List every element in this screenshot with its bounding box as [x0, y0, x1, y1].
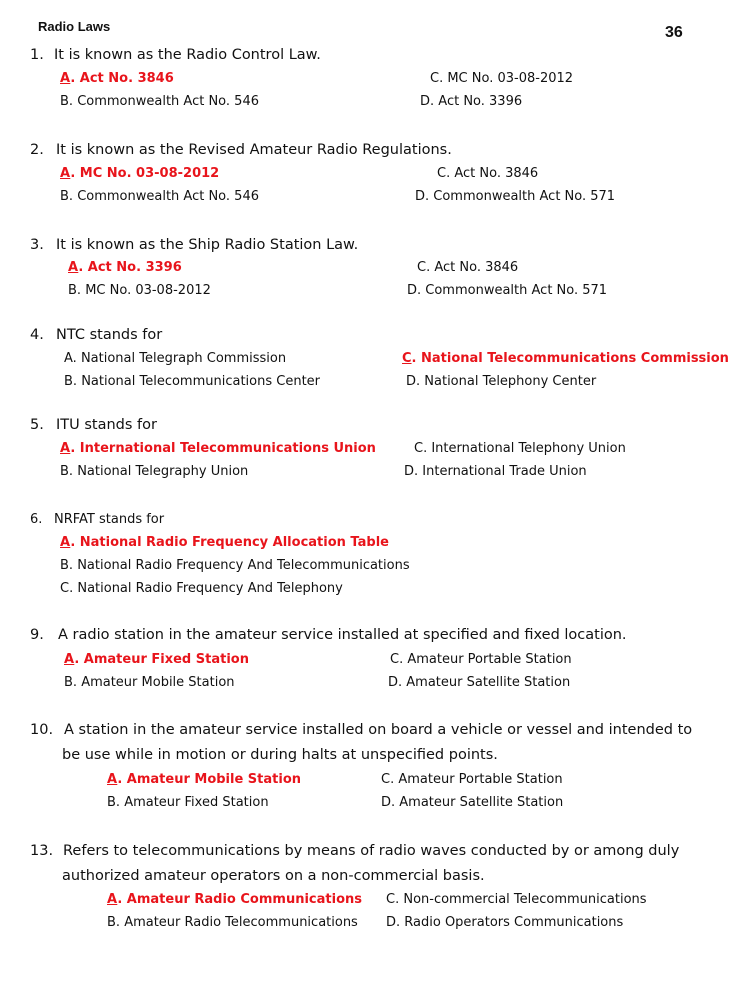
question-number: 1.: [30, 47, 44, 63]
option-b: B. National Telegraphy Union: [60, 464, 249, 479]
answer-option-a: A. Act No. 3846: [60, 71, 174, 86]
option-b: B. National Radio Frequency And Telecommunications: [60, 558, 410, 573]
question-text: NTC stands for: [56, 327, 163, 343]
option-c: C. Act No. 3846: [417, 260, 519, 275]
option-d: D. International Trade Union: [404, 464, 587, 479]
option-d: D. Radio Operators Communications: [386, 915, 624, 930]
answer-option-a: A. International Telecommunications Union: [60, 441, 376, 456]
question-number: 10.: [30, 722, 54, 738]
option-a: A. National Telegraph Commission: [64, 351, 287, 366]
option-c: C. Amateur Portable Station: [381, 772, 563, 787]
question-number: 4.: [30, 327, 44, 343]
option-b: B. National Telecommunications Center: [64, 374, 321, 389]
question-number: 13.: [30, 843, 54, 859]
question-number: 2.: [30, 142, 44, 158]
page-number: 36: [665, 24, 683, 41]
option-d: D. Amateur Satellite Station: [388, 675, 571, 690]
answer-option-c: C. National Telecommunications Commission: [402, 351, 729, 366]
question-number: 3.: [30, 237, 44, 253]
question-text: ITU stands for: [56, 417, 157, 433]
answer-option-a: A. National Radio Frequency Allocation Table: [60, 535, 389, 550]
question-text: A station in the amateur service installed on board a vehicle or vessel and intended to: [64, 722, 693, 738]
question-text-line2: be use while in motion or during halts at unspecified points.: [62, 747, 498, 763]
option-d: D. Commonwealth Act No. 571: [407, 283, 608, 298]
question-number: 5.: [30, 417, 44, 433]
option-b: B. Commonwealth Act No. 546: [60, 189, 259, 204]
question-10-continued: [62, 743, 498, 767]
option-b: B. Amateur Fixed Station: [107, 795, 269, 810]
question-text: A radio station in the amateur service installed at specified and fixed location.: [58, 627, 627, 643]
option-c: C. National Radio Frequency And Telephony: [60, 581, 343, 596]
option-b: B. Amateur Radio Telecommunications: [107, 915, 358, 930]
option-c: C. Amateur Portable Station: [390, 652, 572, 667]
question-number: 9.: [30, 627, 44, 643]
answer-option-a: A. Amateur Mobile Station: [107, 772, 302, 787]
option-b: B. MC No. 03-08-2012: [68, 283, 211, 298]
option-b: B. Amateur Mobile Station: [64, 675, 235, 690]
option-c: C. International Telephony Union: [414, 441, 626, 456]
option-d: D. National Telephony Center: [406, 374, 597, 389]
question-text: It is known as the Radio Control Law.: [54, 47, 321, 63]
question-text: Refers to telecommunications by means of radio waves conducted by or among duly: [63, 843, 680, 859]
option-c: C. Act No. 3846: [437, 166, 539, 181]
question-number: 6.: [30, 512, 43, 527]
option-d: D. Commonwealth Act No. 571: [415, 189, 616, 204]
option-c: C. Non-commercial Telecommunications: [386, 892, 647, 907]
question-text: It is known as the Ship Radio Station Law.: [56, 237, 359, 253]
question-text: NRFAT stands for: [54, 512, 165, 527]
answer-option-a: A. MC No. 03-08-2012: [60, 166, 220, 181]
option-d: D. Amateur Satellite Station: [381, 795, 564, 810]
answer-option-a: A. Act No. 3396: [68, 260, 182, 275]
option-d: D. Act No. 3396: [420, 94, 523, 109]
question-text: It is known as the Revised Amateur Radio Regulations.: [56, 142, 452, 158]
question-13-continued: [62, 864, 485, 888]
option-c: C. MC No. 03-08-2012: [430, 71, 574, 86]
question-text-line2: authorized amateur operators on a non-commercial basis.: [62, 868, 485, 884]
option-b: B. Commonwealth Act No. 546: [60, 94, 259, 109]
doc-title: Radio Laws: [38, 19, 111, 34]
answer-option-a: A. Amateur Fixed Station: [64, 652, 249, 667]
answer-option-a: A. Amateur Radio Communications: [107, 892, 362, 907]
